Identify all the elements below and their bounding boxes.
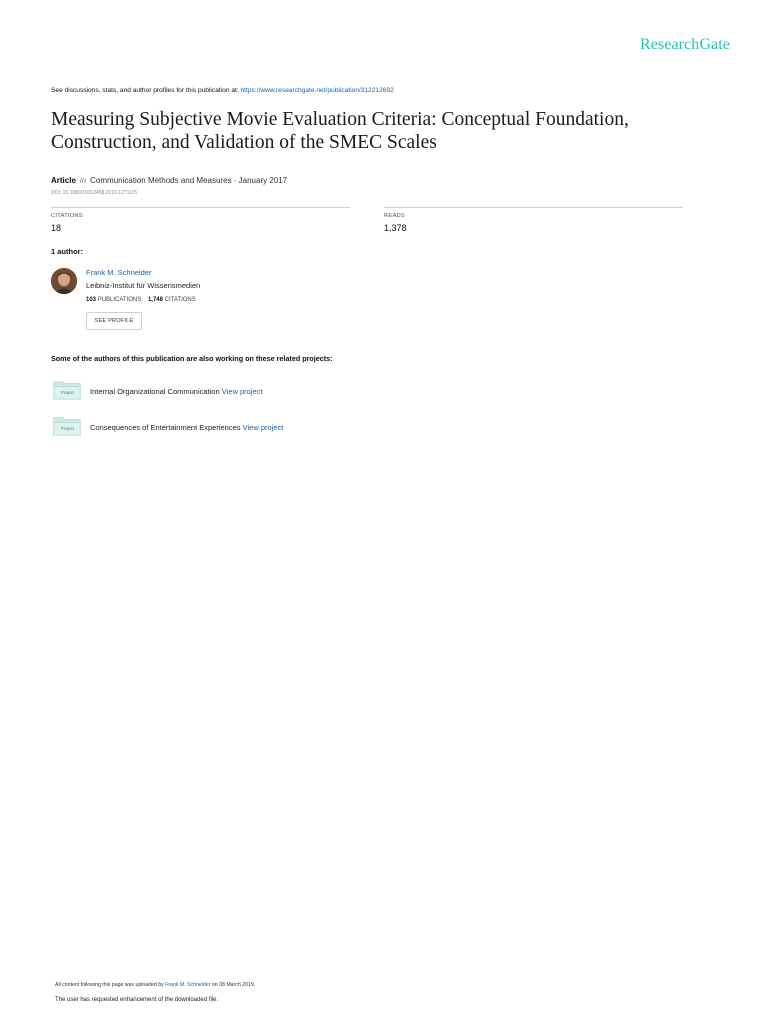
citations-divider [51,207,350,208]
publication-title: Measuring Subjective Movie Evaluation Criteria: Conceptual Foundation, Construction, and Validation of the SMEC Scales [51,109,629,153]
project-item[interactable] [52,416,82,441]
project-icon-label: Project [60,426,74,432]
citations-value: 18 [51,223,62,233]
avatar-portrait-icon [51,268,77,294]
see-profile-button[interactable]: SEE PROFILE [86,312,142,330]
publications-label: PUBLICATIONS [97,297,142,303]
enhancement-note: The user has requested enhancement of the downloaded file. [55,997,219,1003]
reads-value: 1,378 [384,223,407,233]
author-citations-count: 1,748 [147,297,163,303]
author-affiliation: Leibniz-Institut für Wissensmedien [86,281,201,290]
publication-meta [51,176,287,185]
in-word: in [79,176,87,185]
project-row [90,387,262,396]
project-name: Consequences of Entertainment Experiences [90,423,241,432]
project-name: Internal Organizational Communication [90,387,220,396]
related-projects-heading: Some of the authors of this publication are also working on these related projects: [51,354,333,363]
authors-heading: 1 author: [51,247,84,256]
upload-note [55,982,255,988]
publication-type: Article [51,176,76,185]
project-icon-label: Project [60,390,74,396]
reads-divider [384,207,683,208]
view-project-link[interactable]: View project [221,387,263,396]
publication-url-link[interactable]: https://www.researchgate.net/publication/312212692 [240,87,394,94]
discussion-text: See discussions, stats, and author profiles for this publication at: [51,87,239,94]
project-row [90,423,283,432]
author-name-link[interactable]: Frank M. Schneider [86,268,152,277]
author-citations-label: CITATIONS [164,297,196,303]
doi: DOI: 10.1080/19312458.2016.1271115 [51,190,138,196]
upload-suffix: on 08 March 2019. [211,982,256,988]
reads-label: READS [384,213,405,219]
journal-date: Communication Methods and Measures · January 2017 [90,176,288,185]
view-project-link[interactable]: View project [242,423,284,432]
author-avatar[interactable] [51,268,77,294]
publications-count: 103 [86,297,97,303]
discussion-line [51,87,394,94]
author-counts [86,297,196,303]
citations-label: CITATIONS [51,213,83,219]
upload-prefix: All content following this page was uploaded by [55,982,164,988]
uploader-link[interactable]: Frank M. Schneider [165,982,211,988]
project-folder-icon [52,416,82,436]
project-folder-icon [52,380,82,400]
researchgate-logo[interactable]: ResearchGate [639,36,730,53]
project-item[interactable] [52,380,82,405]
